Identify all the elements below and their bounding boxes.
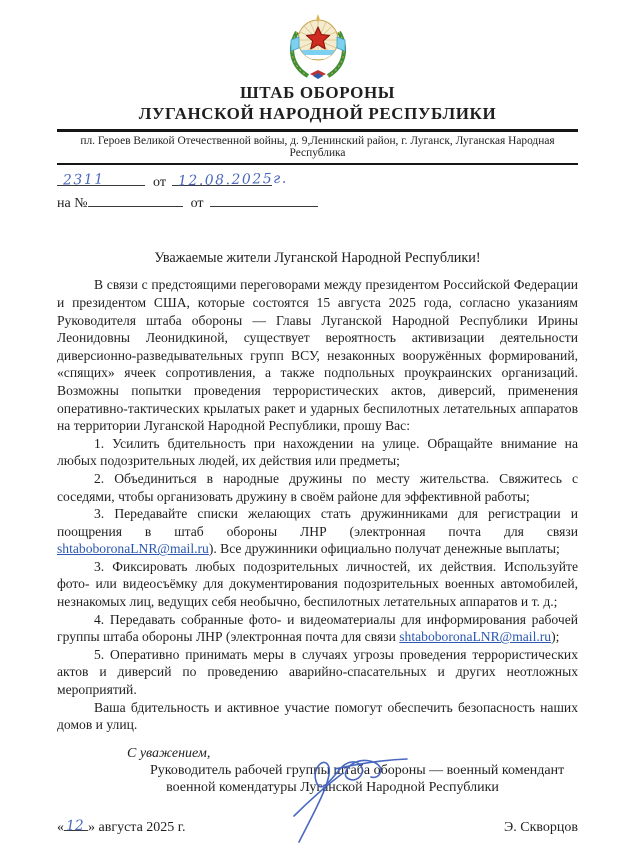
date-day-blank	[64, 817, 88, 835]
org-name-line2: ЛУГАНСКОЙ НАРОДНОЙ РЕСПУБЛИКИ	[138, 104, 497, 123]
incoming-ref-row	[57, 196, 578, 217]
salutation: Уважаемые жители Луганской Народной Республики!	[154, 250, 481, 267]
body-paragraph-intro: В связи с предстоящими переговорами между президентом Российской Федерации и президентом США, которые состоятся 15 августа 2025 года, согласно указаниям Руководителя штаба обороны — Главы Луганской Народной Республики Ирины Леонидовны Леонидкиной, существует вероятность активизации деятельности диверсионно-разведывательных групп ВСУ, незаконных вооружённых формирований, «спящих» ячеек сопротивления, а также подпольных проукраинских организаций. Возможны попытки проведения террористических актов, диверсий, применения оперативно-тактических крылатых ракет и ударных беспилотных летательных аппаратов на территории Луганской Народной Республики, прошу Вас:	[57, 277, 578, 434]
list-item-3	[57, 505, 578, 558]
reply-date-blank	[210, 206, 318, 207]
list-item-4	[57, 611, 578, 646]
handwritten-outgoing-date: 12.08.2025г.	[177, 170, 288, 190]
list-item-5: 5. Оперативно принимать меры в случаях угрозы проведения террористических актов и диверсий по проведению аварийно-спасательных и других неотложных мероприятий.	[57, 646, 578, 698]
reply-from-label: от	[190, 196, 204, 212]
letter-body	[57, 276, 578, 733]
date-and-signer-row	[57, 817, 578, 836]
lnr-coat-of-arms-icon	[286, 12, 350, 80]
closing-paragraph: Ваша бдительность и активное участие помогут обеспечить безопасность наших домов и улиц.	[57, 699, 578, 733]
outgoing-number-blank	[57, 171, 145, 189]
handwritten-outgoing-number: 2311	[62, 171, 105, 189]
regards-line: С уважением,	[127, 745, 211, 761]
list-item-1: 1. Усилить бдительность при нахождении на улице. Обращайте внимание на любых подозрительных людей, их действия или предметы;	[57, 435, 578, 469]
handwritten-day: 12	[65, 817, 85, 835]
org-address: пл. Героев Великой Отечественной войны, д. 9,Ленинский район, г. Луганск, Луганская Народная Республика	[80, 135, 555, 159]
email-link[interactable]: shtaboboronaLNR@mail.ru	[57, 541, 209, 557]
signer-title-line2: военной комендатуры Луганской Народной Республики	[166, 779, 499, 795]
reply-number-blank	[88, 206, 183, 207]
list-item-3-text-after: ). Все дружинники официально получат денежные выплаты;	[208, 541, 560, 557]
date-open-quote: «	[57, 819, 64, 835]
letterhead-rule-bottom	[57, 163, 578, 165]
from-label: от	[153, 175, 166, 191]
outgoing-date-blank	[172, 170, 288, 190]
list-item-2: 2. Объединиться в народные дружины по месту жительства. Свяжитесь с соседями, чтобы организовать дружину в своём районе для эффективной работы;	[57, 470, 578, 504]
signer-title-line1: Руководитель рабочей группы штаба обороны — военный комендант	[150, 762, 565, 778]
signoff-block	[57, 746, 578, 836]
email-link[interactable]: shtaboboronaLNR@mail.ru	[399, 629, 552, 645]
reply-label: на №	[57, 196, 88, 212]
list-item-4-text: 4. Передавать собранные фото- и видеоматериалы для информирования рабочей группы штаба обороны ЛНР (электронная почта для связи	[57, 611, 578, 645]
signer-name: Э. Скворцов	[504, 819, 578, 835]
list-item-3b: 3. Фиксировать любых подозрительных личностей, их действия. Используйте фото- или видеосъёмку для документирования подозрительных военных автомобилей, незнакомых лиц, ведущих себя необычно, беспилотных летательных аппаратов и т. д.;	[57, 558, 578, 610]
date-rest: » августа 2025 г.	[88, 819, 186, 835]
list-item-4-text-after: );	[551, 629, 560, 645]
list-item-3-text: 3. Передавайте списки желающих стать дружинниками для регистрации и поощрения в штаб обороны ЛНР (электронная почта для связи	[57, 506, 578, 539]
org-name-line1: ШТАБ ОБОРОНЫ	[239, 83, 396, 102]
date-line	[57, 817, 186, 836]
outgoing-ref-row	[57, 170, 578, 196]
reference-block	[57, 170, 578, 217]
letterhead	[57, 0, 578, 82]
